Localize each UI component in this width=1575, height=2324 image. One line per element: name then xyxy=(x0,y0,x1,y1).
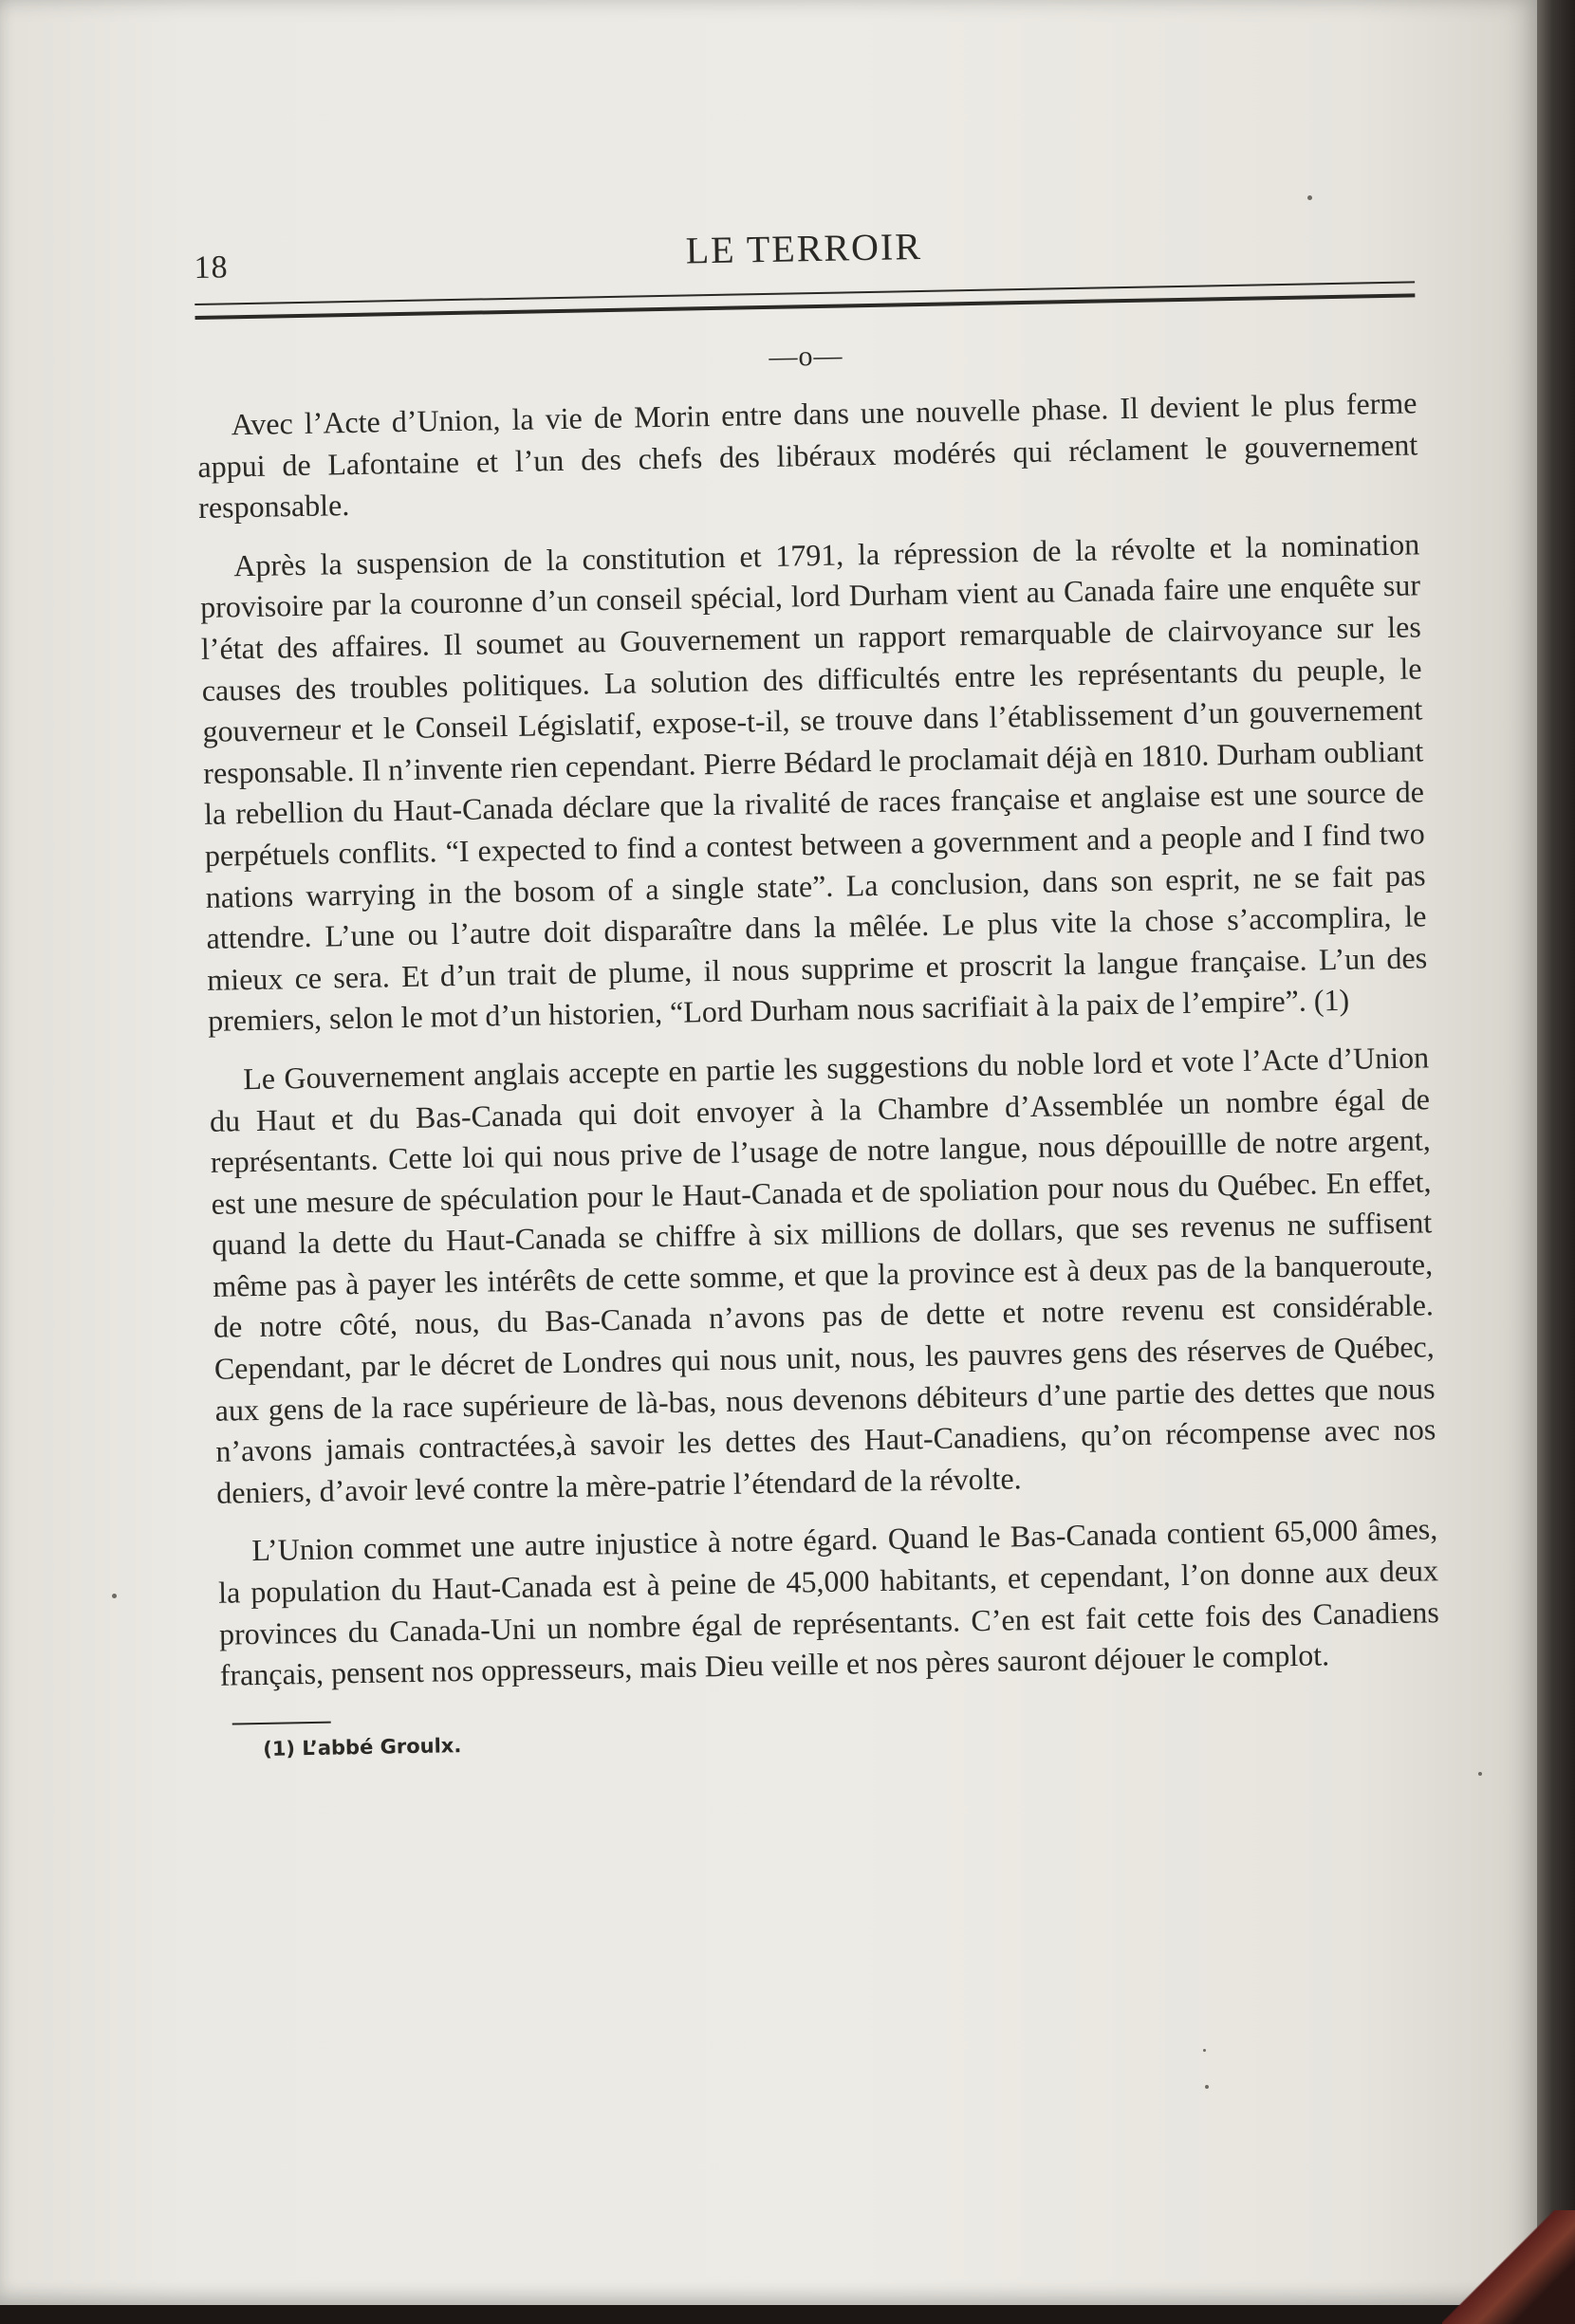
page-content xyxy=(194,214,1441,1761)
paragraph-3: Le Gouvernement anglais accepte en partie les suggestions du noble lord et vote l’Acte d’Union du Haut et du Bas-Canada qui doit envoyer à la Chambre d’Assemblée un nombre égal de représentants. Cette loi qui nous prive de l’usage de notre langue, nous dépouillle de notre argent, est une mesure de spéculation pour le Haut-Canada et de spoliation pour nous du Québec. En effet, quand la dette du Haut-Canada se chiffre à six millions de dollars, que ses revenus ne suffisent même pas à payer les intérêts de cette somme, et que la province est à deux pas de la banqueroute, de notre côté, nous, du Bas-Canada n’avons pas de dette et notre revenu est considérable. Cependant, par le décret de Londres qui nous unit, nous, les pauvres gens des réserves de Québec, aux gens de la race supérieure de là-bas, nous devenons débiteurs d’une partie des dettes que nous n’avons jamais contractées,à savoir les dettes des Haut-Canadiens, qu’on récompense avec nos deniers, d’avoir levé contre la mère-patrie l’étendard de la révolte. xyxy=(209,1040,1436,1510)
paragraph-4: L’Union commet une autre injustice à notre égard. Quand le Bas-Canada contient 65,000 âmes, la population du Haut-Canada est à peine de 45,000 habitants, et cependant, l’on donne aux deux provinces du Canada-Uni un nombre égal de représentants. C’en est fait cette fois des Canadiens français, pensent nos oppresseurs, mais Dieu veille et nos pères sauront déjouer le complot. xyxy=(217,1511,1440,1692)
page-number: 18 xyxy=(194,249,229,286)
section-separator: —o— xyxy=(769,340,843,373)
page-header xyxy=(194,214,1415,294)
book-binding-edge xyxy=(1537,0,1575,2324)
book-cover-corner xyxy=(1442,2210,1575,2324)
paragraph-2: Après la suspension de la constitution et 1791, la répression de la révolte et la nomination provisoire par la couronne d’un conseil spécial, lord Durham vient au Canada faire une enquête sur l’état des affaires. Il soumet au Gouvernement un rapport remarquable de clairvoyance sur les causes des troubles politiques. La solution des difficultés entre les représentants du peuple, le gouverneur et le Conseil Législatif, expose-t-il, se trouve dans l’établissement d’un gouvernement responsable. Il n’invente rien cependant. Pierre Bédard le proclamait déjà en 1810. Durham oubliant la rebellion du Haut-Canada déclare que la rivalité de races française et anglaise est une source de perpétuels conflits. “I expected to find a contest between a government and a people and I find two nations warrying in the bosom of a single state”. La conclusion, dans son esprit, ne se fait pas attendre. L’une ou l’autre doit disparaître dans la mêlée. Le plus vite la chose s’accomplira, le mieux ce sera. Et d’un trait de plume, il nous supprime et proscrit la langue française. L’un des premiers, selon le mot d’un historien, “Lord Durham nous sacrifiait à la paix de l’empire”. (1) xyxy=(199,526,1428,1039)
paragraph-1: Avec l’Acte d’Union, la vie de Morin entre dans une nouvelle phase. Il devient le plus ferme appui de Lafontaine et l’un des chefs des libéraux modérés qui réclament le gouvernement responsable. xyxy=(197,385,1418,526)
running-title: LE TERROIR xyxy=(685,224,923,272)
footnote: (1) L’abbé Groulx. xyxy=(262,1733,462,1761)
footnote-rule xyxy=(232,1721,331,1725)
